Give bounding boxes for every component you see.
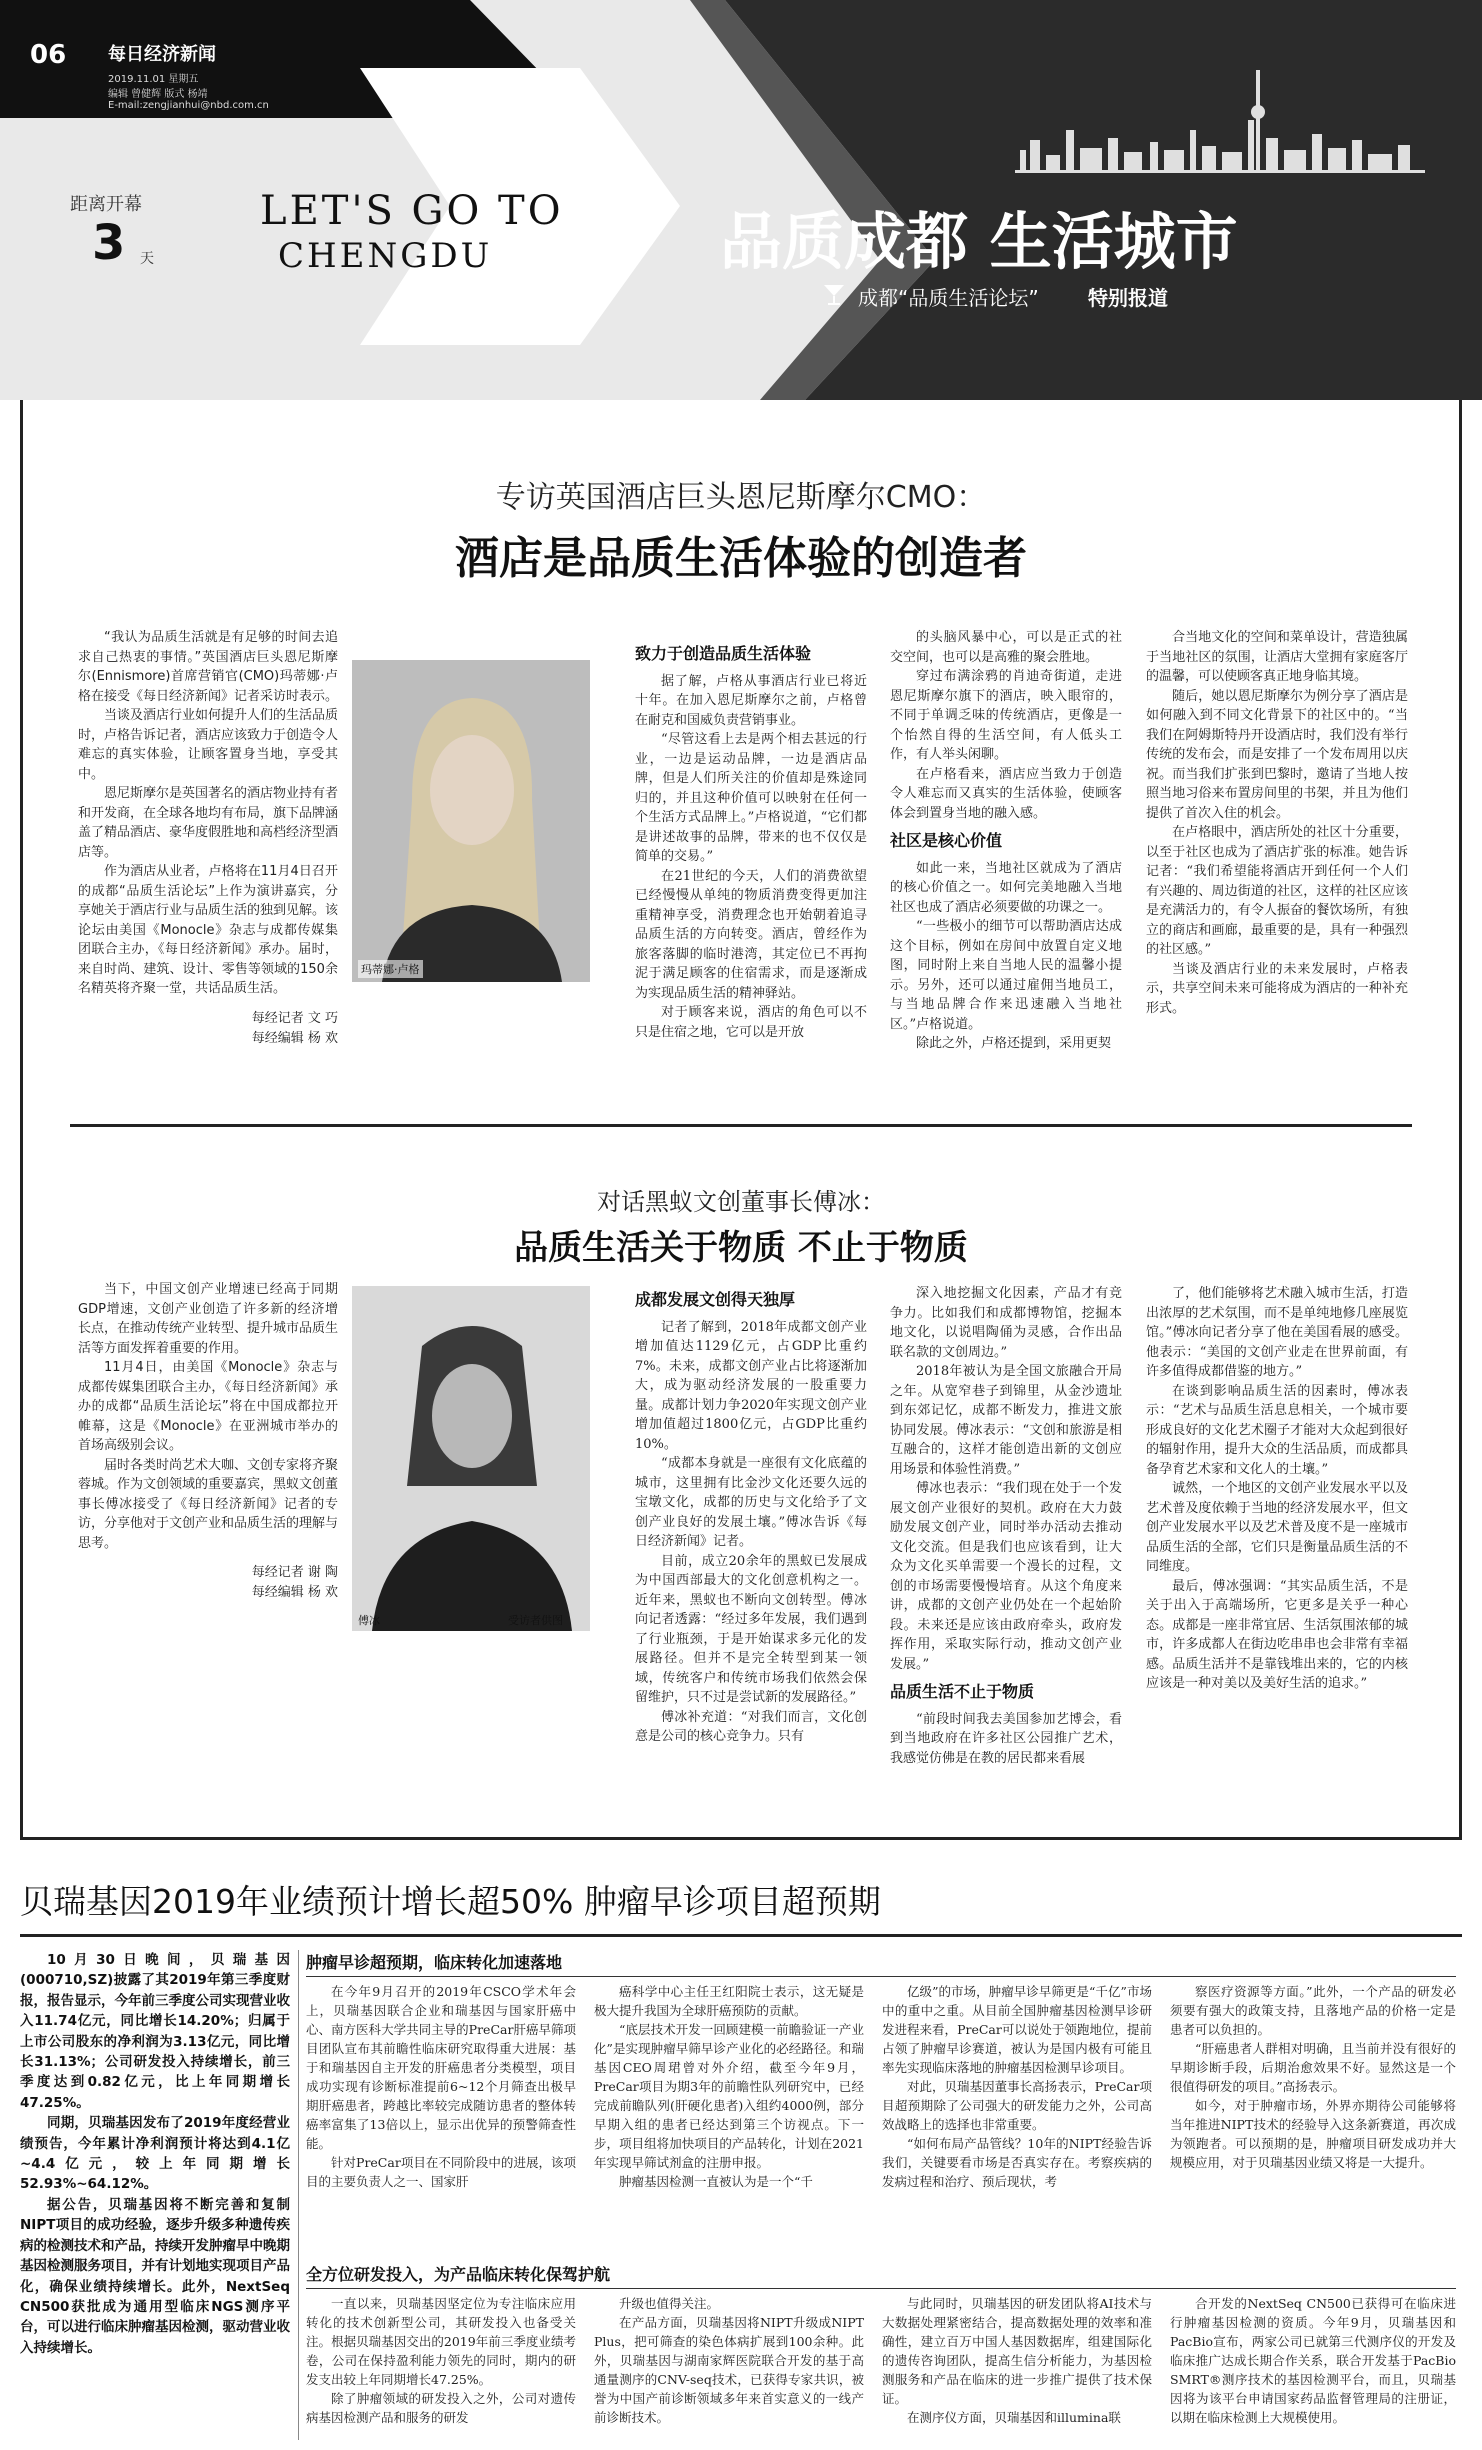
article1-kicker: 专访英国酒店巨头恩尼斯摩尔CMO： bbox=[495, 480, 987, 515]
paragraph: 针对PreCar项目在不同阶段中的进展，该项目的主要负责人之一、国家肝 bbox=[306, 2155, 576, 2189]
article2-kicker: 对话黑蚁文创董事长傅冰： bbox=[597, 1188, 885, 1216]
paper-name: 每日经济新闻 bbox=[108, 44, 216, 65]
subheading: 成都发展文创得天独厚 bbox=[635, 1290, 796, 1309]
article3-s2-col1 bbox=[306, 2294, 576, 2427]
photo-caption: 傅冰 bbox=[358, 1614, 380, 1627]
portrait-image bbox=[352, 1286, 590, 1631]
paragraph: 在卢格眼中，酒店所处的社区十分重要，以至于社区也成为了酒店扩张的标准。她告诉记者：“我们希望能将酒店开到任何一个人们有兴趣的、周边街道的社区，这样的社区应该是充满活力的，有令人振奋的餐饮场所，有独立的商店和画廊，最重要的是，具有一种强烈的社区感。” bbox=[1146, 825, 1408, 957]
paragraph: 除了肿瘤领域的研发投入之外，公司对遗传病基因检测产品和服务的研发 bbox=[306, 2391, 576, 2425]
paragraph: “成都本身就是一座很有文化底蕴的城市，这里拥有比金沙文化还要久远的宝墩文化，成都的历史与文化给予了文创产业良好的发展土壤。”傅冰告诉《每日经济新闻》记者。 bbox=[635, 1456, 867, 1549]
lead-paragraph: 作为酒店从业者，卢格将在11月4日召开的成都“品质生活论坛”上作为演讲嘉宾，分享她关于酒店行业与品质生活的独到见解。该论坛由美国《Monocle》杂志与成都传媒集团联合主办，《每日经济新闻》承办。届时，来自时尚、建筑、设计、零售等领域的150余名精英将齐聚一堂，共话品质生活。 bbox=[78, 864, 339, 996]
subheading: 致力于创造品质生活体验 bbox=[635, 644, 812, 663]
paragraph: 在测序仪方面，贝瑞基因和illumina联 bbox=[907, 2410, 1121, 2425]
paragraph: 察医疗资源等方面。”此外，一个产品的研发必须要有强大的政策支持，且落地产品的价格一定是患者可以负担的。 bbox=[1170, 1984, 1456, 2037]
subheading: 社区是核心价值 bbox=[890, 831, 1003, 850]
paragraph: 合当地文化的空间和菜单设计，营造独属于当地社区的氛围，让酒店大堂拥有家庭客厅的温馨，可以使顾客真正地身临其境。 bbox=[1146, 630, 1408, 684]
article3-s1-col1 bbox=[306, 1982, 576, 2191]
paragraph: “底层技术开发一回顾建模一前瞻验证一产业化”是实现肿瘤早筛早诊产业化的必经路径。和瑞基因CEO周珺曾对外介绍，截至今年9月，PreCar项目为期3年的前瞻性队列研究中，已经完成前瞻队列(肝硬化患者)入组约4000例，部分早期入组的患者已经达到第三个访视点。下一步，项目组将加快项目的产品转化，计划在2021年实现早筛试剂盒的注册申报。 bbox=[594, 2022, 864, 2170]
slogan-line-2: CHENGDU bbox=[278, 236, 493, 276]
article1-photo bbox=[352, 660, 590, 982]
article3-lead bbox=[20, 1950, 290, 2358]
photo-caption: 玛蒂娜·卢格 bbox=[358, 960, 423, 978]
lead-paragraph: “我认为品质生活就是有足够的时间去追求自己热衷的事情。”英国酒店巨头恩尼斯摩尔(Ennismore)首席营销官(CMO)玛蒂娜·卢格在接受《每日经济新闻》记者采访时表示。 bbox=[78, 630, 339, 704]
paragraph: 与此同时，贝瑞基因的研发团队将AI技术与大数据处理紧密结合，提高数据处理的效率和准确性，建立百万中国人基因数据库，组建国际化的遗传咨询团队，提高生信分析能力，为基因检测服务和产品在临床的进一步推广提供了技术保证。 bbox=[882, 2296, 1152, 2406]
paragraph: 在21世纪的今天，人们的消费欲望已经慢慢从单纯的物质消费变得更加注重精神享受，消费理念也开始朝着追寻品质生活的方向转变。酒店，曾经作为旅客落脚的临时港湾，其定位已不再拘泥于满足顾客的住宿需求，而是逐渐成为实现品质生活的精神驿站。 bbox=[635, 868, 867, 1001]
banner-forum: 成都“品质生活论坛” bbox=[858, 286, 1039, 310]
editor-credit: 每经编辑 杨 欢 bbox=[251, 1030, 338, 1046]
paragraph: 随后，她以恩尼斯摩尔为例分享了酒店是如何融入到不同文化背景下的社区中的。“当我们在阿姆斯特丹开设酒店时，我们没有举行传统的发布会，而是安排了一个发布周用以庆祝。而当我们扩张到巴黎时，邀请了当地人按照当地习俗来布置房间里的书架，并且为他们提供了首次入住的机会。 bbox=[1146, 688, 1408, 821]
paragraph: 对于顾客来说，酒店的角色可以不只是住宿之地，它可以是开放 bbox=[635, 1005, 867, 1040]
article3-s2-col4 bbox=[1170, 2294, 1456, 2427]
lead-paragraph: 同期，贝瑞基因发布了2019年度经营业绩预告，今年累计净利润预计将达到4.1亿~4.4亿元，较上年同期增长52.93%~64.12%。 bbox=[20, 2115, 290, 2193]
paragraph: 的头脑风暴中心，可以是正式的社交空间，也可以是高雅的聚会胜地。 bbox=[890, 630, 1122, 665]
article3-headline: 贝瑞基因2019年业绩预计增长超50% 肿瘤早诊项目超预期 bbox=[20, 1882, 881, 1921]
paragraph: 目前，成立20余年的黑蚁已发展成为中国西部最大的文化创意机构之一。近年来，黑蚁也不断向文创转型。傅冰向记者透露：“经过多年发展，我们遇到了行业瓶颈，于是开始谋求多元化的发展路径。但并不是完全转型到某一领域，传统客户和传统市场我们依然会保留维护，只不过是尝试新的发展路径。” bbox=[635, 1553, 867, 1705]
paragraph: 深入地挖掘文化因素，产品才有竞争力。比如我们和成都博物馆，挖掘本地文化，以说唱陶俑为灵感，合作出品联名款的文创周边。” bbox=[890, 1286, 1122, 1360]
article2-photo bbox=[352, 1286, 590, 1631]
paragraph: 除此之外，卢格还提到，采用更契 bbox=[916, 1036, 1112, 1051]
paragraph: 据了解，卢格从事酒店行业已将近十年。在加入恩尼斯摩尔之前，卢格曾在耐克和国威负责营销事业。 bbox=[635, 673, 867, 728]
article1-credits bbox=[78, 1009, 338, 1049]
lead-paragraph: 据公告，贝瑞基因将不断完善和复制NIPT项目的成功经验，逐步升级多种遗传疾病的检测技术和产品，持续开发肿瘤早中晚期基因检测服务项目，并有计划地实现项目产品化，确保业绩持续增长。此外，NextSeq CN500获批成为通用型临床NGS测序平台，可以进行临床肿瘤基因检测，驱动营业收入持续增长。 bbox=[20, 2196, 290, 2356]
paragraph: 在今年9月召开的2019年CSCO学术年会上，贝瑞基因联合企业和瑞基因与国家肝癌中心、南方医科大学共同主导的PreCar肝癌早筛项目团队宣布其前瞻性临床研究取得重大进展：基于和瑞基因自主开发的肝癌患者分类模型，项目成功实现有诊断标准提前6~12个月筛查出极早期肝癌患者，跨越比率较完成随访患者的整体转癌率富集了13倍以上，显示出优异的预警筛查性能。 bbox=[306, 1984, 576, 2151]
article3-s1-col2 bbox=[594, 1982, 864, 2191]
paragraph: “尽管这看上去是两个相去甚远的行业，一边是运动品牌，一边是酒店品牌，但是人们所关注的价值却是殊途同归的，并且这种价值可以映射在任何一个生活方式品牌上。”卢格说道，“它们都是讲述故事的品牌，带来的也不仅仅是简单的交易。” bbox=[635, 732, 867, 864]
countdown-unit: 天 bbox=[140, 251, 154, 267]
paragraph: 最后，傅冰强调：“其实品质生活，不是关于出入于高端场所，它更多是关乎一种心态。成都是一座非常宜居、生活氛围浓郁的城市，许多成都人在街边吃串串也会非常有幸福感。品质生活并不是靠钱堆出来的，它的内核应该是一种对美以及美好生活的追求。” bbox=[1146, 1578, 1408, 1691]
article2-col2 bbox=[890, 1284, 1122, 1768]
section-divider bbox=[70, 1124, 1412, 1127]
editors-line: 编辑 曾健辉 版式 杨靖 bbox=[108, 89, 208, 100]
article3-s1-col3 bbox=[882, 1982, 1152, 2191]
portrait-image bbox=[352, 660, 590, 982]
article2-lead bbox=[78, 1280, 338, 1603]
issue-date: 2019.11.01 星期五 bbox=[108, 74, 199, 85]
article3-subheading-1: 肿瘤早诊超预期，临床转化加速落地 bbox=[306, 1950, 1456, 1977]
reporter-credit: 每经记者 文 巧 bbox=[251, 1010, 338, 1026]
paragraph: 一直以来，贝瑞基因坚定位为专注临床应用转化的技术创新型公司，其研发投入也备受关注。根据贝瑞基因交出的2019年前三季度业绩考卷，公司在保持盈利能力领先的同时，期内的研发支出较上年同期增长47.25%。 bbox=[306, 2296, 576, 2387]
article1-col3 bbox=[1146, 628, 1408, 1018]
article2-col3 bbox=[1146, 1284, 1408, 1694]
article3-s1-col4 bbox=[1170, 1982, 1456, 2172]
paragraph: 在产品方面，贝瑞基因将NIPT升级成NIPT Plus，把可筛查的染色体病扩展到100余种。此外，贝瑞基因与湖南家辉医院联合开发的基于高通量测序的CNV-seq技术，已获得专家共识，被誉为中国产前诊断领域多年来首实意义的一线产前诊断技术。 bbox=[594, 2315, 864, 2425]
editor-email: E-mail:zengjianhui@nbd.com.cn bbox=[108, 100, 269, 111]
paragraph: 合开发的NextSeq CN500已获得可在临床进行肿瘤基因检测的资质。今年9月，贝瑞基因和PacBio宣布，两家公司已就第三代测序仪的开发及临床推广达成长期合作关系，联合开发基于PacBio SMRT®测序技术的基因检测平台，而且，贝瑞基因将为该平台申请国家药品监督管理局的注册证，以期在临床检测上大规模使用。 bbox=[1170, 2296, 1456, 2425]
lead-paragraph: 恩尼斯摩尔是英国著名的酒店物业持有者和开发商，在全球各地均有布局，旗下品牌涵盖了精品酒店、豪华度假胜地和高档经济型酒店等。 bbox=[78, 786, 339, 860]
article3-subheading-2: 全方位研发投入，为产品临床转化保驾护航 bbox=[306, 2262, 1456, 2289]
cocktail-icon bbox=[822, 282, 846, 306]
lead-paragraph: 10月30日晚间，贝瑞基因(000710,SZ)披露了其2019年第三季度财报，报告显示，今年前三季度公司实现营业收入11.74亿元，同比增长14.20%；归属于上市公司股东的净利润为3.13亿元，同比增长31.13%；公司研发投入持续增长，前三季度达到0.82亿元，比上年同期增长47.25%。 bbox=[20, 1952, 290, 2111]
article1-col2 bbox=[890, 628, 1122, 1054]
article2-credits bbox=[78, 1563, 338, 1603]
countdown-number: 3 bbox=[92, 215, 126, 271]
article2-col1 bbox=[635, 1290, 867, 1747]
paragraph: 2018年被认为是全国文旅融合开局之年。从宽窄巷子到锦里，从金沙遗址到东郊记忆，成都不断发力，推进文旅协同发展。傅冰表示：“文创和旅游是相互融合的，这样才能创造出新的文创应用场景和体验性消费。” bbox=[890, 1364, 1122, 1477]
photo-credit: 受访者供图 bbox=[508, 1614, 563, 1627]
lead-paragraph: 当下，中国文创产业增速已经高于同期GDP增速，文创产业创造了许多新的经济增长点，在推动传统产业转型、提升城市品质生活等方面发挥着重要的作用。 bbox=[78, 1282, 339, 1356]
countdown-label: 距离开幕 bbox=[70, 194, 142, 215]
paragraph: 癌科学中心主任王红阳院士表示，这无疑是极大提升我国为全球肝癌预防的贡献。 bbox=[594, 1984, 864, 2018]
editor-credit: 每经编辑 杨 欢 bbox=[251, 1585, 338, 1600]
paragraph: 傅冰补充道：“对我们而言，文化创意是公司的核心竞争力。只有 bbox=[635, 1709, 867, 1744]
paragraph: “一些极小的细节可以帮助酒店达成这个目标，例如在房间中放置自定义地图，同时附上来自当地人民的温馨小提示。另外，还可以通过雇佣当地员工，与当地品牌合作来迅速融入当地社区。”卢格说道。 bbox=[890, 919, 1122, 1032]
paragraph: 诚然，一个地区的文创产业发展水平以及艺术普及度依赖于当地的经济发展水平，但文创产业发展水平以及艺术普及度不是一座城市品质生活的全部，它们只是衡量品质生活的不同维度。 bbox=[1146, 1481, 1408, 1574]
reporter-credit: 每经记者 谢 陶 bbox=[251, 1565, 338, 1580]
paragraph: 如此一来，当地社区就成为了酒店的核心价值之一。如何完美地融入当地社区也成了酒店必须要做的功课之一。 bbox=[890, 860, 1122, 915]
paragraph: 对此，贝瑞基因董事长高扬表示，PreCar项目超预期除了公司强大的研发能力之外，公司高效战略上的选择也非常重要。 bbox=[882, 2079, 1152, 2132]
paragraph: “肝癌患者人群相对明确，且当前并没有很好的早期诊断手段，后期治愈效果不好。显然这是一个很值得研发的项目。”高扬表示。 bbox=[1170, 2041, 1456, 2094]
paragraph: 记者了解到，2018年成都文创产业增加值达1129亿元，占GDP比重约7%。未来，成都文创产业占比将逐渐加大，成为驱动经济发展的一股重要力量。成都计划力争2020年实现文创产业增加值超过1800亿元，占GDP比重约10%。 bbox=[635, 1319, 867, 1452]
article3-s2-col2 bbox=[594, 2294, 864, 2427]
paragraph: 升级也值得关注。 bbox=[619, 2296, 720, 2311]
paragraph: 穿过布满涂鸦的肖迪奇街道，走进恩尼斯摩尔旗下的酒店，映入眼帘的，不同于单调乏味的传统酒店，更像是一个怡然自得的生活空间，有人低头工作，有人举头闲聊。 bbox=[890, 669, 1122, 762]
article1-lead bbox=[78, 628, 338, 1049]
column-rule bbox=[298, 1950, 299, 2440]
paragraph: 亿级”的市场，肿瘤早诊早筛更是“千亿”市场中的重中之重。从目前全国肿瘤基因检测早诊研发进程来看，PreCar可以说处于领跑地位，提前占领了肿瘤早诊赛道，被认为是国内极有可能且率先实现临床落地的肿瘤基因检测早诊项目。 bbox=[882, 1984, 1152, 2075]
paragraph: 在卢格看来，酒店应当致力于创造令人难忘而又真实的生活体验，使顾客体会到置身当地的融入感。 bbox=[890, 766, 1122, 821]
page-header bbox=[0, 0, 1482, 400]
paragraph: “如何布局产品管线？10年的NIPT经验告诉我们，关键要看市场是否真实存在。考察疾病的发病过程和治疗、预后现状，考 bbox=[882, 2136, 1152, 2189]
paragraph: 了，他们能够将艺术融入城市生活，打造出浓厚的艺术氛围，而不是单纯地修几座展览馆。”傅冰向记者分享了他在美国看展的感受。他表示：“美国的文创产业走在世界前面，有许多值得成都借鉴的地方。” bbox=[1146, 1286, 1408, 1379]
page-number: 06 bbox=[30, 40, 67, 70]
subheading: 品质生活不止于物质 bbox=[890, 1682, 1035, 1701]
article1-col1 bbox=[635, 636, 867, 1042]
headline-rule bbox=[20, 1934, 1462, 1937]
article3-s2-col3 bbox=[882, 2294, 1152, 2427]
lead-paragraph: 当谈及酒店行业如何提升人们的生活品质时，卢格告诉记者，酒店应该致力于创造令人难忘的真实体验，让顾客置身当地，享受其中。 bbox=[78, 708, 339, 782]
article1-headline: 酒店是品质生活体验的创造者 bbox=[455, 533, 1027, 584]
lead-paragraph: 届时各类时尚艺术大咖、文创专家将齐聚蓉城。作为文创领域的重要嘉宾，黑蚁文创董事长傅冰接受了《每日经济新闻》记者的专访，分享他对于文创产业和品质生活的理解与思考。 bbox=[78, 1457, 339, 1551]
paragraph: 在谈到影响品质生活的因素时，傅冰表示：“艺术与品质生活息息相关，一个城市要形成良好的文化艺术圈子才能对大众起到很好的辐射作用，提升大众的生活品质，而成都具备孕育艺术家和文化人的土壤。” bbox=[1146, 1383, 1408, 1477]
lead-paragraph: 11月4日，由美国《Monocle》杂志与成都传媒集团联合主办，《每日经济新闻》承办的成都“品质生活论坛”将在中国成都拉开帷幕，这是《Monocle》在亚洲城市举办的首场高级别会议。 bbox=[78, 1360, 338, 1453]
paragraph: “前段时间我去美国参加艺博会，看到当地政府在许多社区公园推广艺术，我感觉仿佛是在教的居民都来看展 bbox=[890, 1711, 1122, 1766]
slogan-line-1: LET'S GO TO bbox=[260, 188, 564, 234]
paragraph: 肿瘤基因检测一直被认为是一个“千 bbox=[619, 2174, 813, 2189]
banner-title: 品质成都 生活城市 bbox=[720, 205, 1238, 278]
paragraph: 当谈及酒店行业的未来发展时，卢格表示，共享空间未来可能将成为酒店的一种补充形式。 bbox=[1146, 961, 1408, 1016]
paragraph: 傅冰也表示：“我们现在处于一个发展文创产业很好的契机。政府在大力鼓励发展文创产业，同时举办活动去推动文化交流。但是我们也应该看到，让大众为文化买单需要一个漫长的过程，文创的市场需要慢慢培育。从这个角度来讲，成都的文创产业仍处在一个起始阶段。未来还是应该由政府牵头，政府发挥作用，采取实际行动，推动文创产业发展。” bbox=[890, 1481, 1122, 1672]
banner-special-tag: 特别报道 bbox=[1088, 286, 1168, 310]
paragraph: 如今，对于肿瘤市场，外界亦期待公司能够将当年推进NIPT技术的经验导入这条新赛道，再次成为领跑者。可以预期的是，肿瘤项目研发成功并大规模应用，对于贝瑞基因业绩又将是一大提升。 bbox=[1170, 2098, 1456, 2170]
article2-headline: 品质生活关于物质 不止于物质 bbox=[514, 1228, 968, 1268]
